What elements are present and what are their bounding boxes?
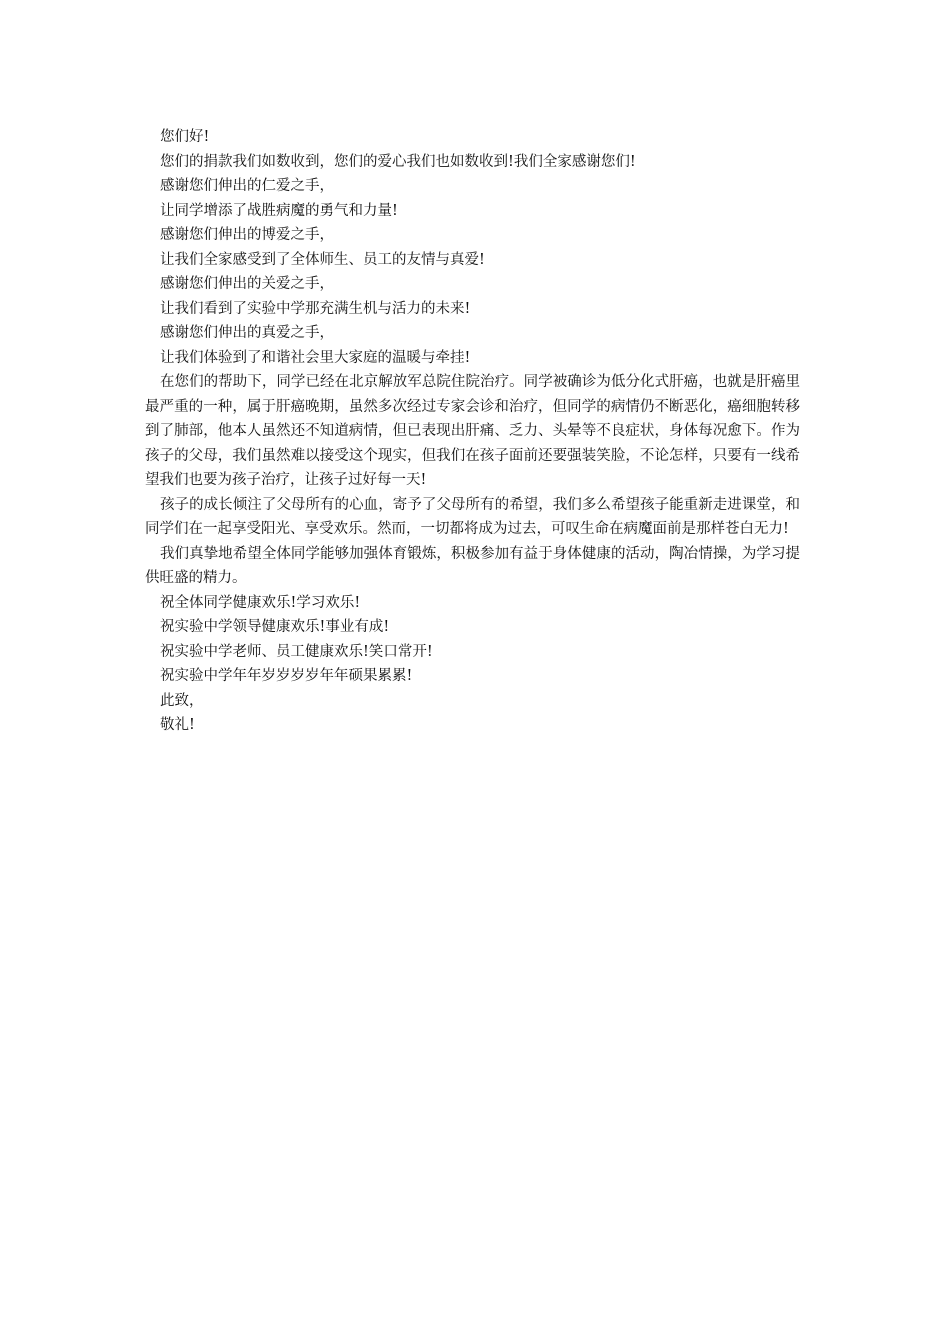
thanks-line: 感谢您们伸出的关爱之手，	[160, 276, 334, 292]
thanks-line: 让我们全家感受到了全体师生、员工的友情与真爱!	[160, 251, 485, 268]
wish-line: 祝全体同学健康欢乐!学习欢乐!	[160, 594, 361, 611]
thanks-line: 让我们看到了实验中学那充满生机与活力的未来!	[160, 300, 471, 317]
thanks-line: 感谢您们伸出的博爱之手，	[160, 227, 334, 243]
thanks-line: 感谢您们伸出的真爱之手，	[160, 325, 334, 341]
thanks-line: 您们的捐款我们如数收到，您们的爱心我们也如数收到!我们全家感谢您们!	[160, 153, 636, 170]
body-paragraph: 我们真挚地希望全体同学能够加强体育锻炼，积极参加有益于身体健康的活动，陶冶情操，为学习提供旺盛的精力。	[145, 545, 800, 586]
body-paragraph: 孩子的成长倾注了父母所有的心血，寄予了父母所有的希望，我们多么希望孩子能重新走进课堂，和同学们在一起享受阳光、享受欢乐。然而，一切都将成为过去，可叹生命在病魔面前是那样苍白无力!	[145, 496, 800, 537]
thanks-line: 让同学增添了战胜病魔的勇气和力量!	[160, 202, 398, 219]
wish-line: 祝实验中学年年岁岁岁岁年年硕果累累!	[160, 668, 413, 684]
wish-line: 祝实验中学老师、员工健康欢乐!笑口常开!	[160, 643, 433, 660]
thanks-line: 感谢您们伸出的仁爱之手，	[160, 178, 334, 194]
letter-closing: 此致，	[160, 692, 204, 709]
thanks-line: 让我们体验到了和谐社会里大家庭的温暖与牵挂!	[160, 349, 471, 366]
letter-salute: 敬礼!	[160, 717, 195, 733]
letter-greeting: 您们好!	[160, 129, 210, 145]
wish-line: 祝实验中学领导健康欢乐!事业有成!	[160, 619, 390, 635]
letter-body	[145, 125, 800, 738]
body-paragraph: 在您们的帮助下，同学已经在北京解放军总院住院治疗。同学被确诊为低分化式肝癌，也就是肝癌里最严重的一种，属于肝癌晚期，虽然多次经过专家会诊和治疗，但同学的病情仍不断恶化，癌细胞转移到了肺部，他本人虽然还不知道病情，但已表现出肝痛、乏力、头晕等不良症状，身体每况愈下。作为孩子的父母，我们虽然难以接受这个现实，但我们在孩子面前还要强装笑脸，不论怎样，只要有一线希望我们也要为孩子治疗，让孩子过好每一天!	[145, 374, 800, 488]
